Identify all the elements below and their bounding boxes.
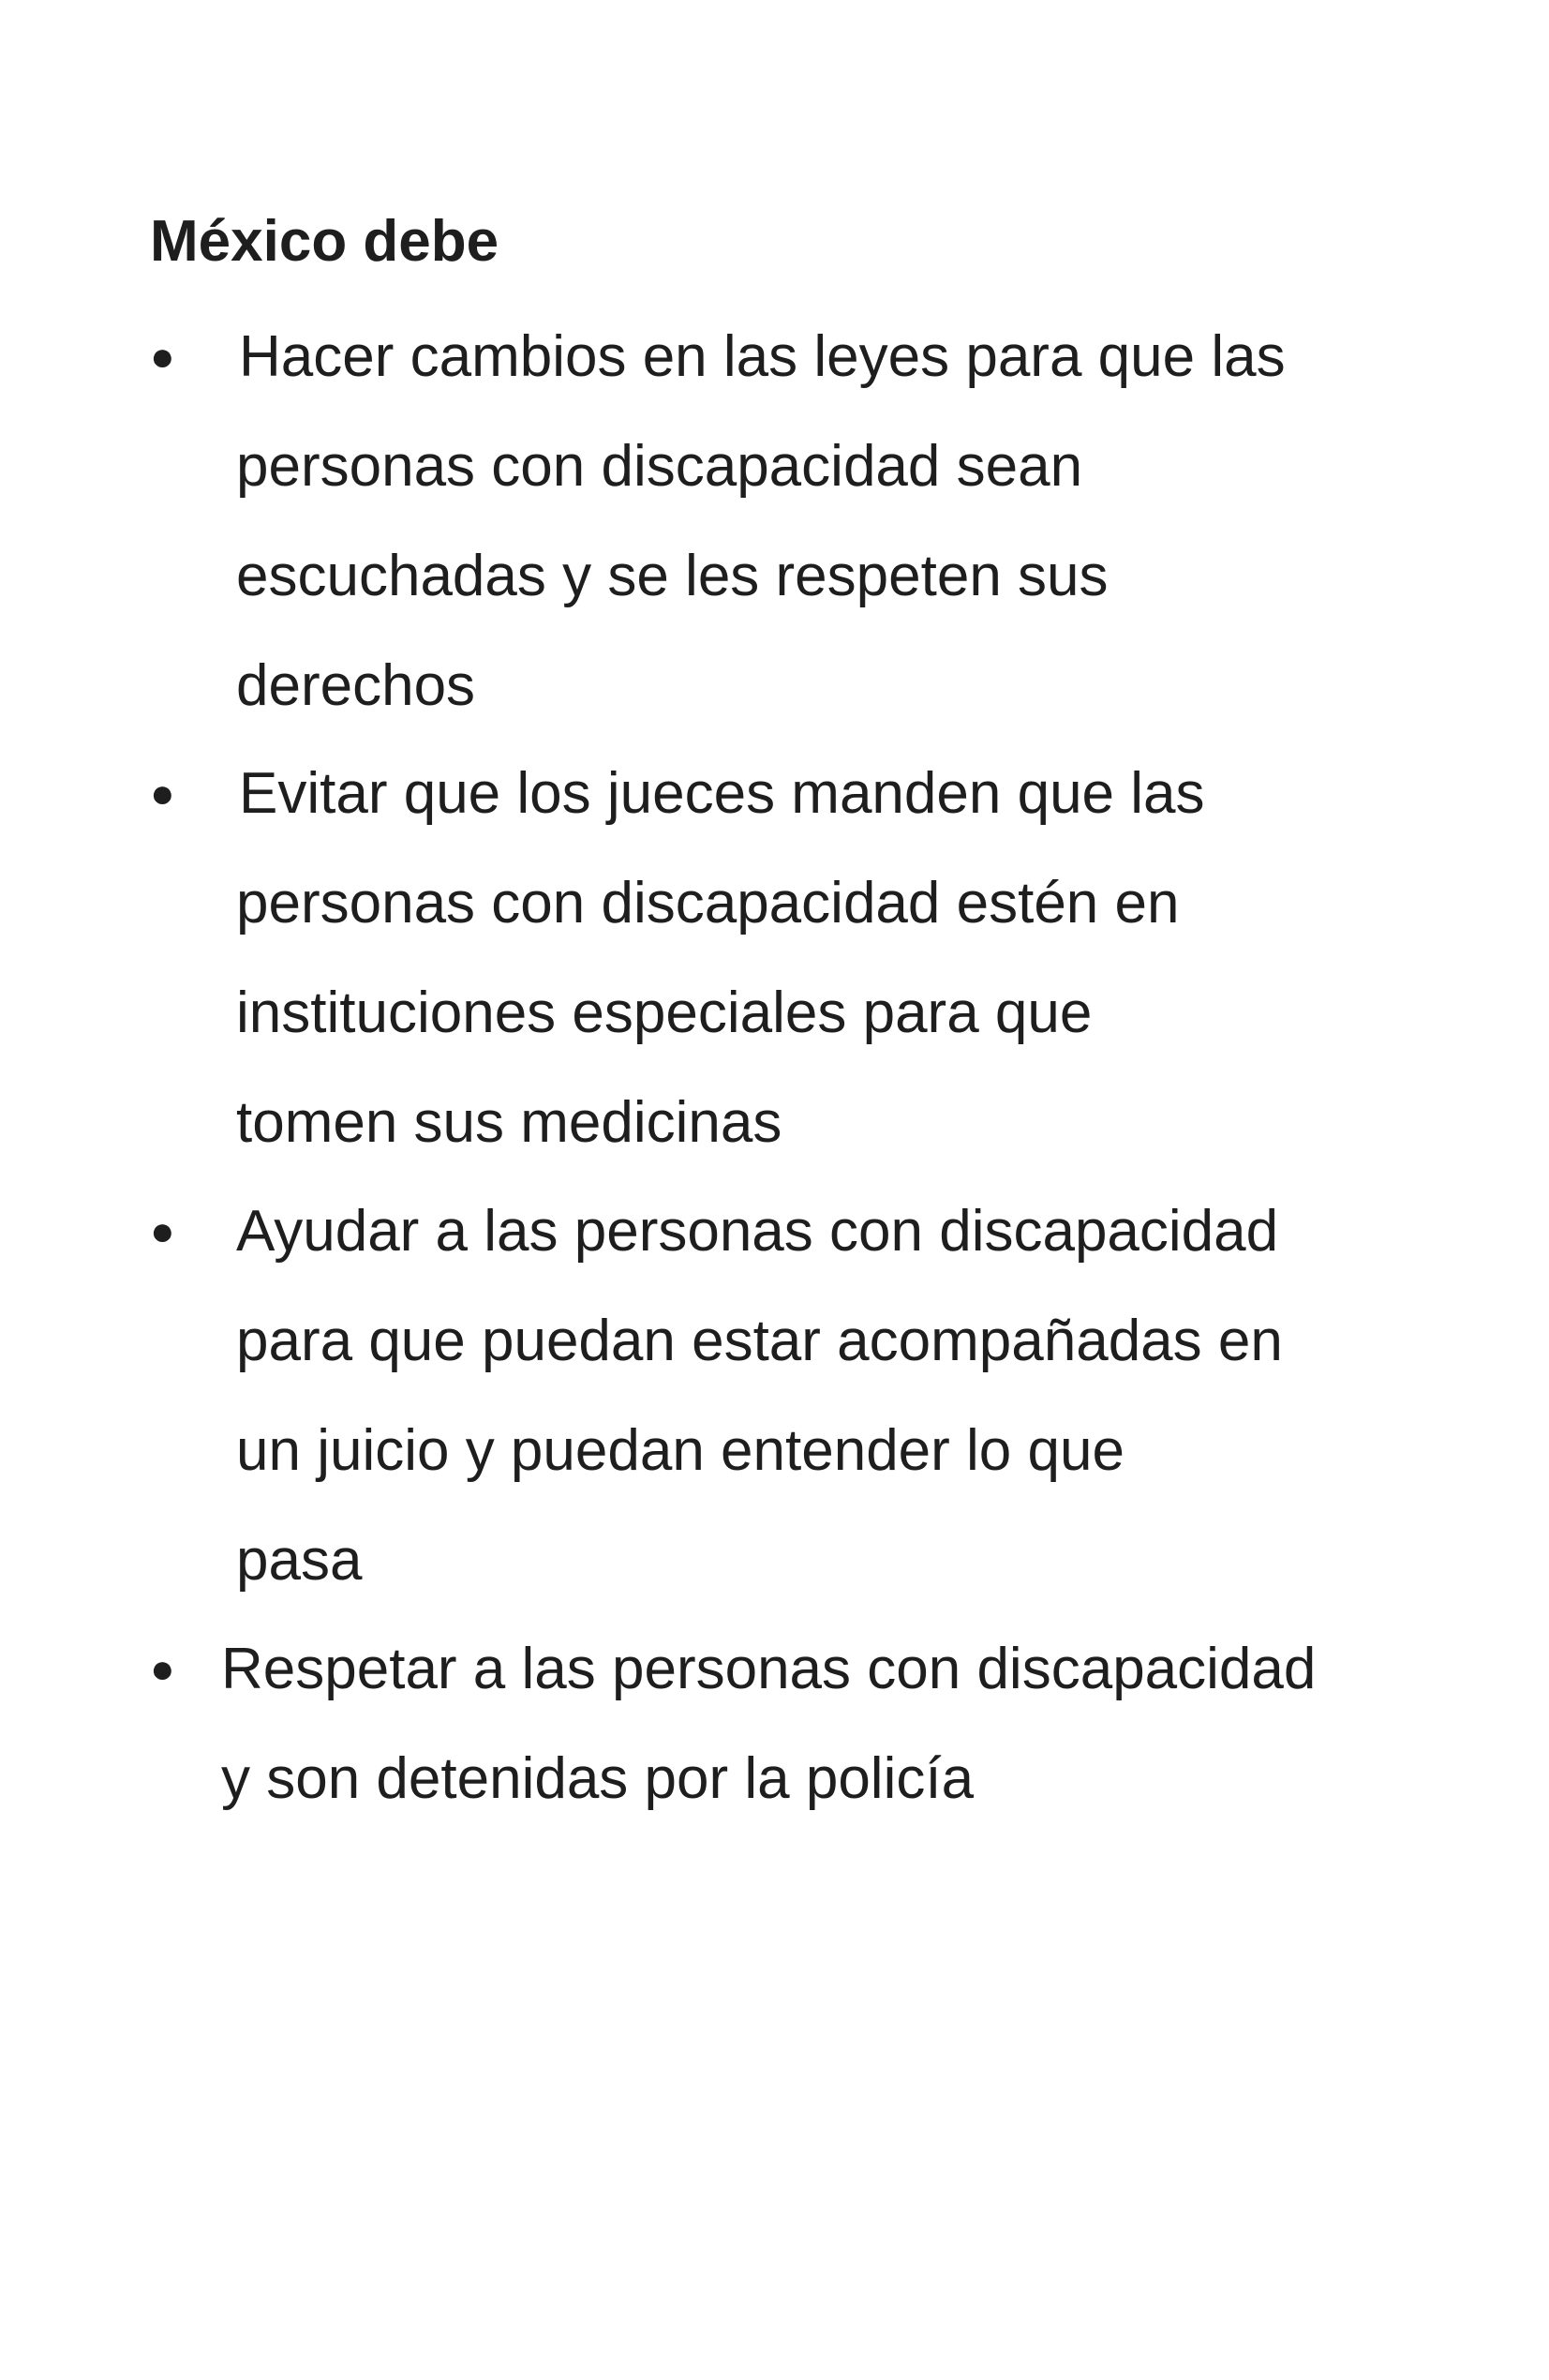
list-item-line: pasa [236, 1528, 363, 1593]
list-item-line: Hacer cambios en las leyes para que las [239, 324, 1286, 389]
list-item-line: y son detenidas por la policía [221, 1746, 975, 1811]
list-item-line: personas con discapacidad estén en [236, 871, 1180, 936]
list-item-line: escuchadas y se les respeten sus [236, 544, 1109, 608]
list-item-line: para que puedan estar acompañadas en [236, 1309, 1283, 1373]
bullet-icon: ● [150, 771, 175, 816]
bullet-icon: ● [150, 1208, 175, 1254]
list-item-line: personas con discapacidad sean [236, 434, 1083, 499]
list-item-line: derechos [236, 653, 476, 718]
list-item-line: instituciones especiales para que [236, 980, 1093, 1045]
list-item-line: Respetar a las personas con discapacidad [221, 1637, 1317, 1701]
list-item-line: Evitar que los jueces manden que las [239, 761, 1205, 826]
page-heading: México debe [150, 209, 499, 274]
list-item-line: un juicio y puedan entender lo que [236, 1418, 1125, 1483]
list-item-line: tomen sus medicinas [236, 1090, 782, 1155]
list-item-line: Ayudar a las personas con discapacidad [236, 1199, 1279, 1264]
bullet-icon: ● [150, 1646, 175, 1692]
bullet-icon: ● [150, 334, 175, 380]
